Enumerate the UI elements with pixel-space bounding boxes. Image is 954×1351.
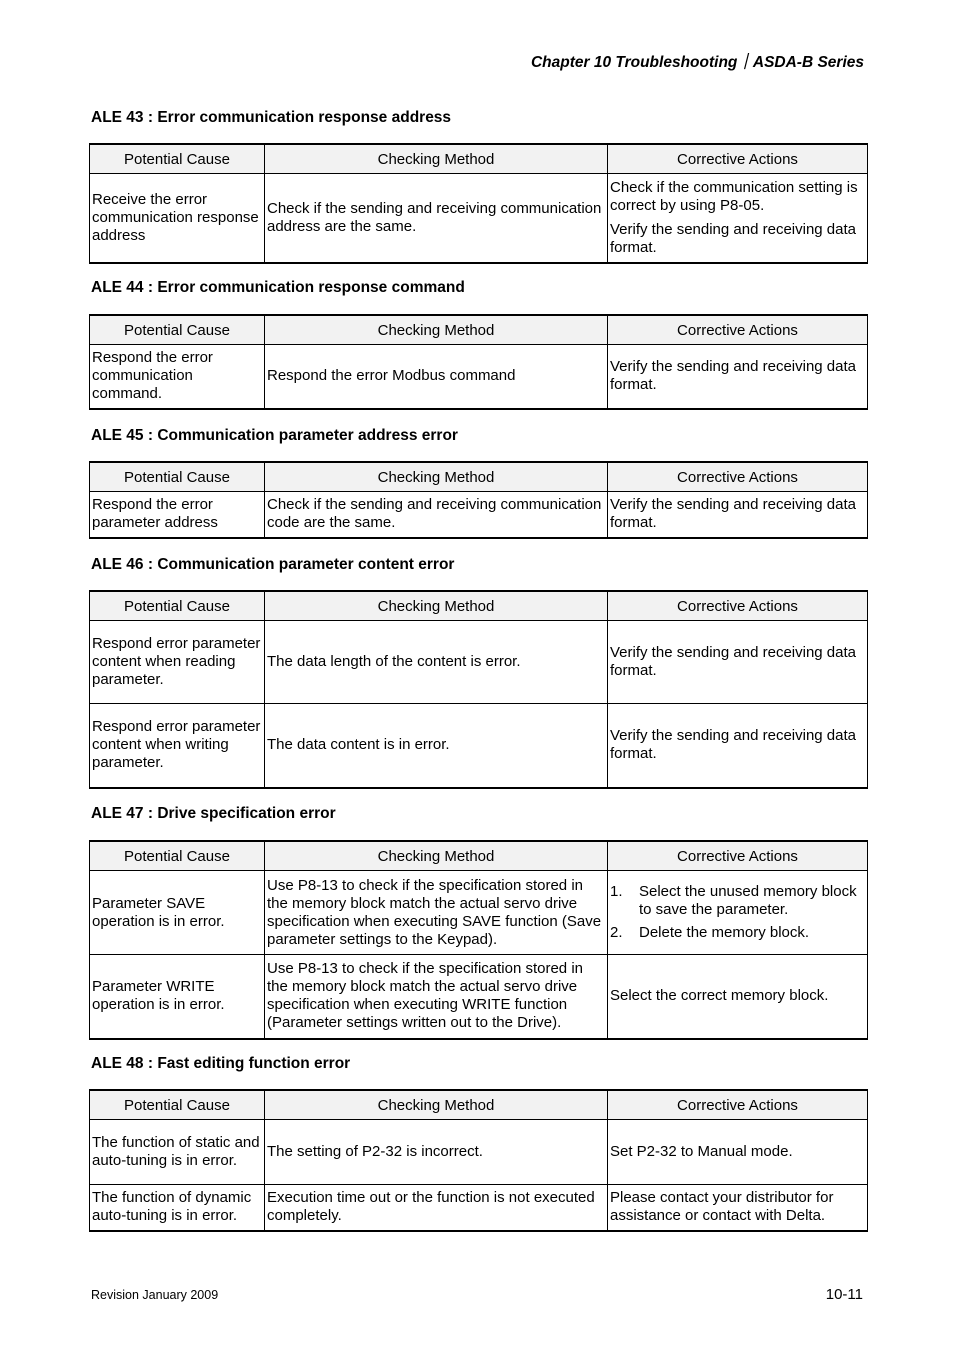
troubleshooting-table [89,314,868,410]
table-row [90,621,868,704]
section-ale-46 [89,555,867,789]
troubleshooting-table [89,143,868,264]
method-cell: Check if the sending and receiving communication code are the same. [265,492,608,538]
table-row [90,1120,868,1185]
section-ale-43 [89,108,867,264]
column-header: Checking Method [265,1090,608,1120]
action-text: Please contact your distributor for assistance or contact with Delta. [610,1189,834,1225]
section-title: ALE 46 : Communication parameter content error [91,556,455,573]
cause-cell: Respond error parameter content when writing parameter. [90,704,265,788]
action-text: Check if the communication setting is correct by using P8-05. [610,178,858,214]
section-title: ALE 44 : Error communication response command [91,279,465,296]
method-cell: Check if the sending and receiving communication address are the same. [265,174,608,263]
troubleshooting-table [89,840,868,1040]
action-text: Verify the sending and receiving data format. [610,220,856,256]
column-header: Potential Cause [90,1090,265,1120]
revision-footer: Revision January 2009 [91,1288,219,1302]
column-header: Corrective Actions [608,841,868,871]
column-header: Potential Cause [90,315,265,345]
table-header-row [90,591,868,621]
table-row [90,1185,868,1231]
actions-cell [608,704,868,788]
actions-cell [608,174,868,263]
table-row [90,492,868,538]
cause-cell: Respond error parameter content when reading parameter. [90,621,265,704]
column-header: Corrective Actions [608,315,868,345]
actions-list [610,883,865,942]
actions-cell [608,492,868,538]
section-title: ALE 43 : Error communication response address [91,109,452,126]
column-header: Potential Cause [90,841,265,871]
column-header: Potential Cause [90,144,265,174]
table-row [90,704,868,788]
list-number: 2. [610,924,623,941]
section-title: ALE 48 : Fast editing function error [91,1055,351,1072]
table-row [90,174,868,263]
table-header-row [90,144,868,174]
method-cell: Use P8-13 to check if the specification stored in the memory block match the actual servo drive specification when executing SAVE function (Save parameter settings to the Keypad). [265,871,608,955]
troubleshooting-table [89,1089,868,1232]
column-header: Checking Method [265,591,608,621]
action-text: Select the unused memory block to save the parameter. [639,883,857,918]
table-row [90,871,868,955]
column-header: Corrective Actions [608,144,868,174]
page-number: 10-11 [825,1286,863,1303]
table-row [90,955,868,1039]
actions-cell [608,1185,868,1231]
action-text: Select the correct memory block. [610,987,829,1005]
list-number: 1. [610,883,623,900]
column-header: Corrective Actions [608,1090,868,1120]
cause-cell: Respond the error communication command. [90,345,265,409]
action-text: Set P2-32 to Manual mode. [610,1143,793,1160]
action-text: Verify the sending and receiving data format. [610,496,856,532]
cause-cell: Parameter SAVE operation is in error. [90,871,265,955]
troubleshooting-table [89,590,868,789]
actions-cell [608,955,868,1039]
table-header-row [90,841,868,871]
table-header-row [90,462,868,492]
actions-cell [608,871,868,955]
cause-cell: Parameter WRITE operation is in error. [90,955,265,1039]
method-cell: The setting of P2-32 is incorrect. [265,1120,608,1185]
cause-cell: The function of dynamic auto-tuning is in error. [90,1185,265,1231]
section-ale-44 [89,278,867,410]
method-cell: Respond the error Modbus command [265,345,608,409]
column-header: Checking Method [265,462,608,492]
table-row [90,345,868,409]
list-item [610,924,865,942]
column-header: Checking Method [265,144,608,174]
section-title: ALE 45 : Communication parameter address error [91,427,458,444]
cause-cell: Receive the error communication response address [90,174,265,263]
method-cell: Use P8-13 to check if the specification stored in the memory block match the actual servo drive specification when executing WRITE function (Parameter settings written out to the Drive). [265,955,608,1039]
action-text: Verify the sending and receiving data format. [610,358,856,394]
chapter-header: Chapter 10 Troubleshooting｜ASDA-B Series [530,54,864,71]
column-header: Potential Cause [90,591,265,621]
actions-cell [608,345,868,409]
section-ale-48 [89,1054,867,1232]
list-item [610,883,865,919]
method-cell: Execution time out or the function is not executed completely. [265,1185,608,1231]
method-cell: The data length of the content is error. [265,621,608,704]
cause-cell: Respond the error parameter address [90,492,265,538]
action-text: Verify the sending and receiving data format. [610,644,856,679]
actions-cell [608,1120,868,1185]
troubleshooting-table [89,461,868,539]
column-header: Corrective Actions [608,462,868,492]
action-text: Verify the sending and receiving data format. [610,727,856,763]
column-header: Checking Method [265,841,608,871]
table-header-row [90,1090,868,1120]
method-cell: The data content is in error. [265,704,608,788]
column-header: Potential Cause [90,462,265,492]
section-ale-45 [89,426,867,539]
section-title: ALE 47 : Drive specification error [91,805,336,822]
column-header: Checking Method [265,315,608,345]
action-text: Delete the memory block. [639,924,810,941]
table-header-row [90,315,868,345]
cause-cell: The function of static and auto-tuning is in error. [90,1120,265,1185]
section-ale-47 [89,804,867,1040]
actions-cell [608,621,868,704]
column-header: Corrective Actions [608,591,868,621]
